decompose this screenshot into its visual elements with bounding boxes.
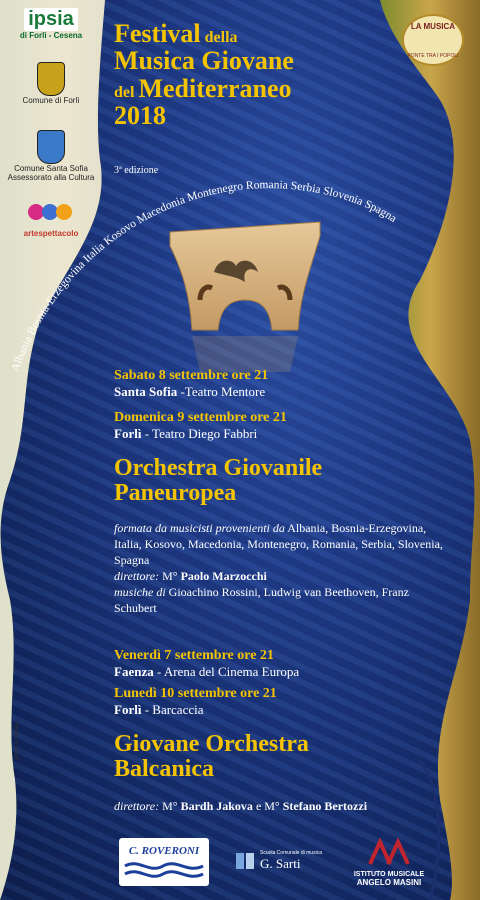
event-venue: - Barcaccia — [141, 702, 204, 717]
event-date: Venerdì 7 settembre ore 21 — [114, 648, 274, 663]
ipsia-subtitle: di Forlì - Cesena — [19, 31, 83, 40]
music-book-icon — [234, 850, 256, 872]
event-date: Lunedì 10 settembre ore 21 — [114, 686, 277, 701]
orchestra-balcanica-title — [114, 732, 309, 782]
orchestra-1-line1: Orchestra Giovanile — [114, 455, 323, 481]
director-label: direttore: — [114, 569, 160, 583]
title-year: 2018 — [114, 100, 166, 130]
orchestra-1-description — [114, 520, 444, 616]
title-musica-giovane: Musica Giovane — [114, 46, 294, 76]
title-mediterraneo: Mediterraneo — [138, 73, 292, 103]
event-venue: - Teatro Diego Fabbri — [141, 426, 258, 441]
director-label: direttore: — [114, 799, 160, 813]
event-forli-barcaccia — [114, 686, 277, 718]
roveroni-logo — [118, 838, 210, 891]
event-place: Forlì — [114, 426, 142, 441]
masini-name: ANGELO MASINI — [356, 878, 422, 887]
orchestra-1-line2: Paneuropea — [114, 480, 237, 507]
countries-arc-text: Albania Bosnia-Erzegovina Italia Kosovo Macedonia Montenegro Romania Serbia Slovenia Spagna — [9, 179, 399, 373]
composers: Gioachino Rossini, Ludwig van Beethoven, Franz Schubert — [114, 585, 409, 615]
artespettacolo-caption: artespettacolo — [23, 229, 79, 238]
sarti-small-text: Scuola Comunale di musica — [260, 850, 322, 856]
director-name-1: Bardh Jakova — [180, 799, 253, 813]
event-date: Sabato 8 settembre ore 21 — [114, 368, 269, 383]
printer-credit: grafica & stampa — [14, 722, 20, 760]
director-prefix: M° — [159, 569, 181, 583]
event-place: Santa Sofia — [114, 384, 178, 399]
stamp-bottom-text: PONTE TRA I POPOLI — [407, 53, 459, 59]
orchestra-2-directors — [114, 798, 444, 814]
desc-countries: Albania, Bosnia-Erzegovina, Italia, Kosovo, Macedonia, Montenegro, Romania, Serbia, Slovenia, Spagna — [114, 521, 443, 567]
stamp-top-text: LA MUSICA — [410, 22, 456, 31]
music-label: musiche di — [114, 585, 166, 599]
comune-forli-caption: Comune di Forlì — [22, 96, 80, 105]
director-prefix: M° — [159, 799, 181, 813]
director-name-2: Stefano Bertozzi — [282, 799, 368, 813]
svg-text:C. ROVERONI: C. ROVERONI — [128, 845, 200, 857]
title-festival: Festival — [114, 19, 201, 48]
event-venue: - Arena del Cinema Europa — [153, 664, 300, 679]
title-del: del — [114, 83, 135, 101]
masini-small-text: ISTITUTO MUSICALE — [353, 871, 425, 878]
director-name: Paolo Marzocchi — [180, 569, 267, 583]
edition-label: 3ª edizione — [114, 165, 159, 176]
orchestra-2-line1: Giovane Orchestra — [114, 731, 309, 757]
event-place: Faenza — [114, 664, 154, 679]
masini-arches-icon — [366, 838, 412, 866]
orchestra-paneuropea-title — [114, 456, 322, 506]
comune-santa-sofia-caption: Comune Santa Sofia Assessorato alla Cultura — [7, 164, 95, 182]
ipsia-mark: ipsia — [24, 8, 78, 31]
event-date: Domenica 9 settembre ore 21 — [114, 410, 287, 425]
event-place: Forlì — [114, 702, 142, 717]
desc-intro: formata da musicisti provenienti da — [114, 521, 285, 535]
orchestra-2-line2: Balcanica — [114, 756, 214, 783]
event-forli-fabbri — [114, 410, 287, 442]
sarti-logo — [228, 850, 328, 872]
event-venue: -Teatro Mentore — [177, 384, 266, 399]
sarti-name: G. Sarti — [260, 856, 301, 871]
roveroni-waves-icon — [119, 838, 209, 886]
masini-logo — [334, 838, 444, 887]
director-and: e M° — [252, 799, 283, 813]
event-faenza — [114, 648, 299, 680]
event-santa-sofia — [114, 368, 268, 400]
title-della: della — [204, 29, 238, 46]
